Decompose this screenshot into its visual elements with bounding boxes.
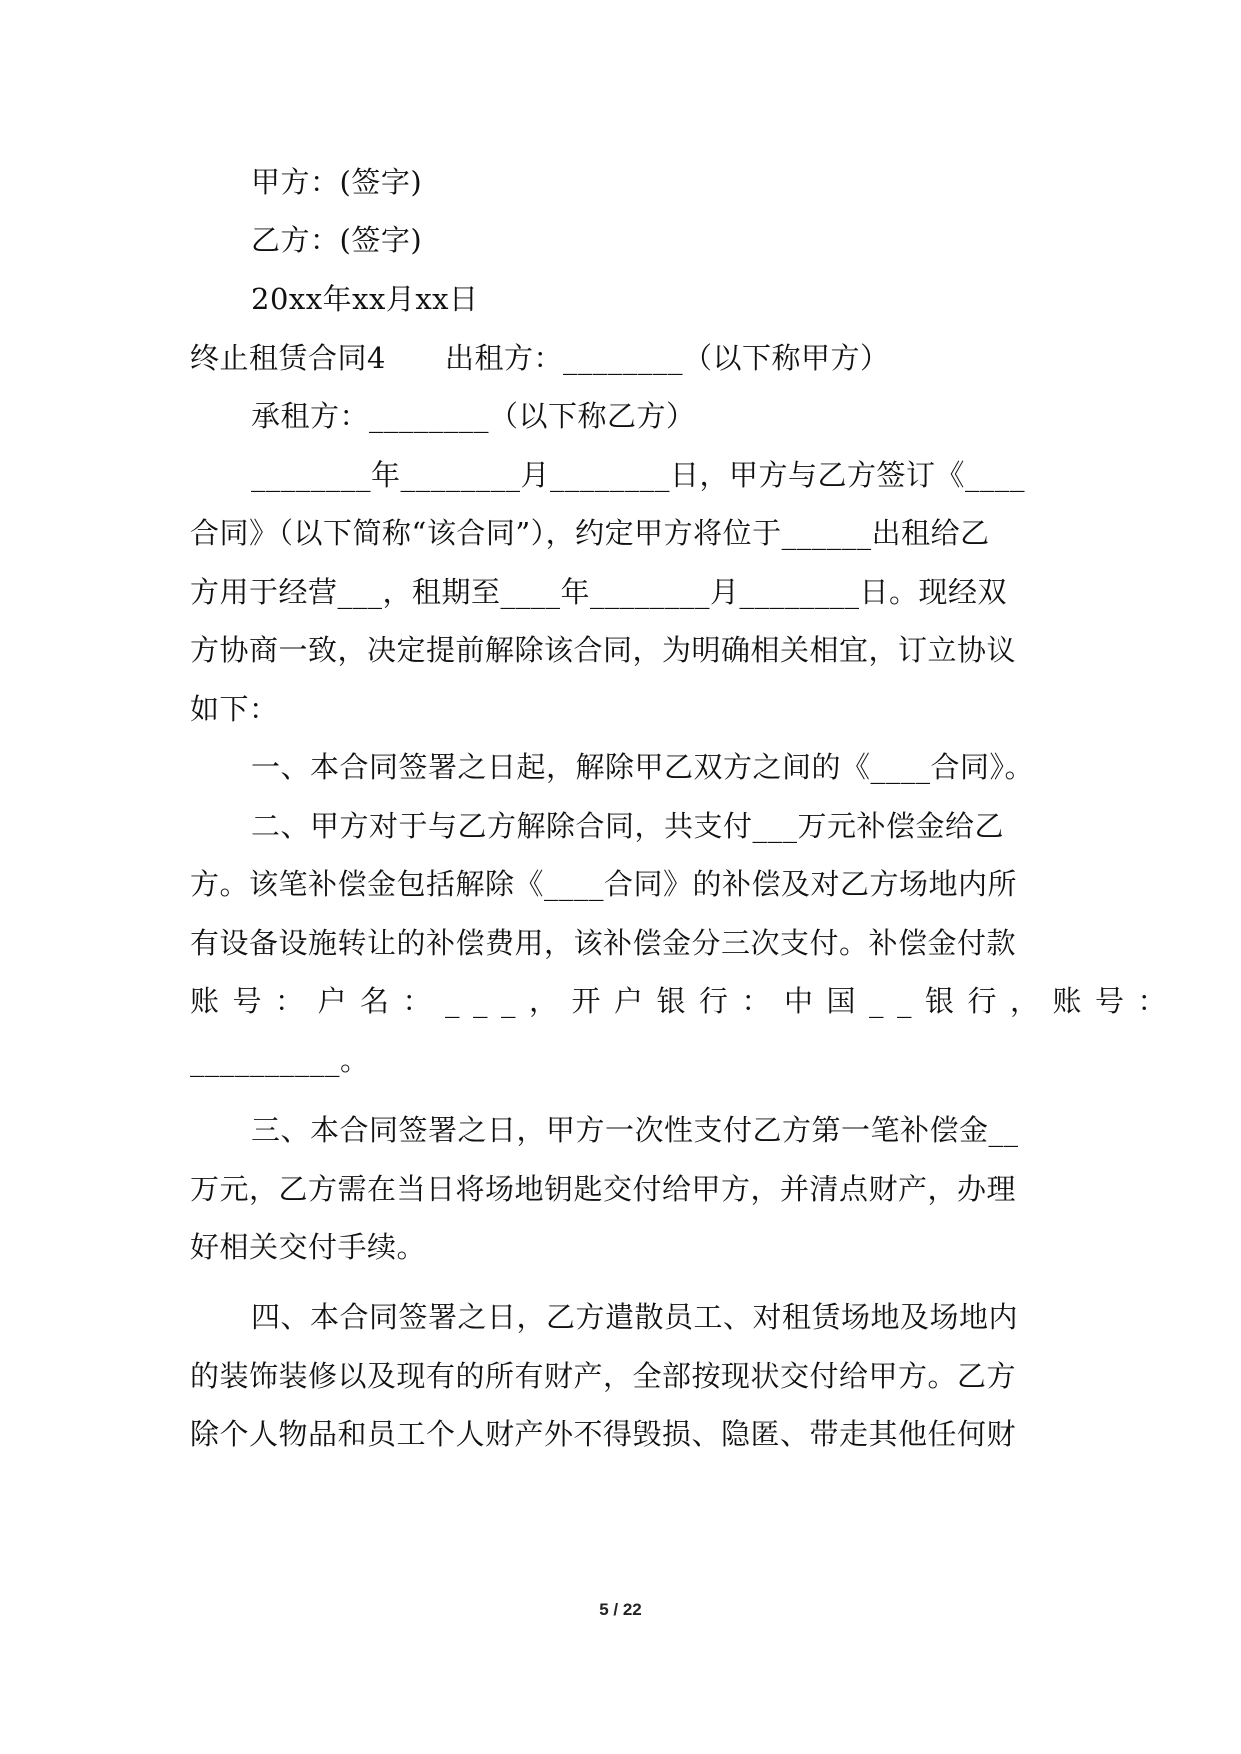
paragraph-line: 账号：户名：___，开户银行：中国__银行，账号：	[190, 984, 1181, 1018]
paragraph-line: 万元，乙方需在当日将场地钥匙交付给甲方，并清点财产，办理	[190, 1172, 1017, 1206]
clause-2: 二、甲方对于与乙方解除合同，共支付___万元补偿金给乙	[251, 809, 1005, 843]
paragraph-line: 如下：	[190, 692, 279, 726]
paragraph-line: __________。	[190, 1043, 370, 1077]
page-number: 5 / 22	[599, 1600, 642, 1619]
contract-title-and-lessor: 终止租赁合同4 出租方：________（以下称甲方）	[190, 341, 890, 375]
paragraph-line: 方协商一致，决定提前解除该合同，为明确相关相宜，订立协议	[190, 633, 1017, 667]
paragraph-line: 合同》（以下简称“该合同”），约定甲方将位于______出租给乙	[190, 516, 990, 550]
paragraph-line: 方。该笔补偿金包括解除《____合同》的补偿及对乙方场地内所	[190, 867, 1018, 901]
paragraph-line: 除个人物品和员工个人财产外不得毁损、隐匿、带走其他任何财	[190, 1417, 1017, 1451]
paragraph-line: 好相关交付手续。	[190, 1230, 427, 1264]
paragraph-line: 的装饰装修以及现有的所有财产，全部按现状交付给甲方。乙方	[190, 1359, 1017, 1393]
paragraph-line: 有设备设施转让的补偿费用，该补偿金分三次支付。补偿金付款	[190, 926, 1017, 960]
paragraph-line: ________年________月________日，甲方与乙方签订《____	[251, 458, 1026, 492]
clause-3: 三、本合同签署之日，甲方一次性支付乙方第一笔补偿金__	[251, 1113, 1019, 1147]
lessee-line: 承租方：________（以下称乙方）	[251, 399, 696, 433]
party-a-signature: 甲方：(签字)	[251, 165, 423, 199]
paragraph-line: 方用于经营___，租期至____年________月________日。现经双	[190, 575, 1008, 609]
clause-1: 一、本合同签署之日起，解除甲乙双方之间的《____合同》。	[251, 750, 1035, 784]
clause-4: 四、本合同签署之日，乙方遣散员工、对租赁场地及场地内	[251, 1300, 1019, 1334]
party-b-signature: 乙方：(签字)	[251, 223, 423, 257]
signing-date: 20xx年xx月xx日	[251, 282, 479, 316]
